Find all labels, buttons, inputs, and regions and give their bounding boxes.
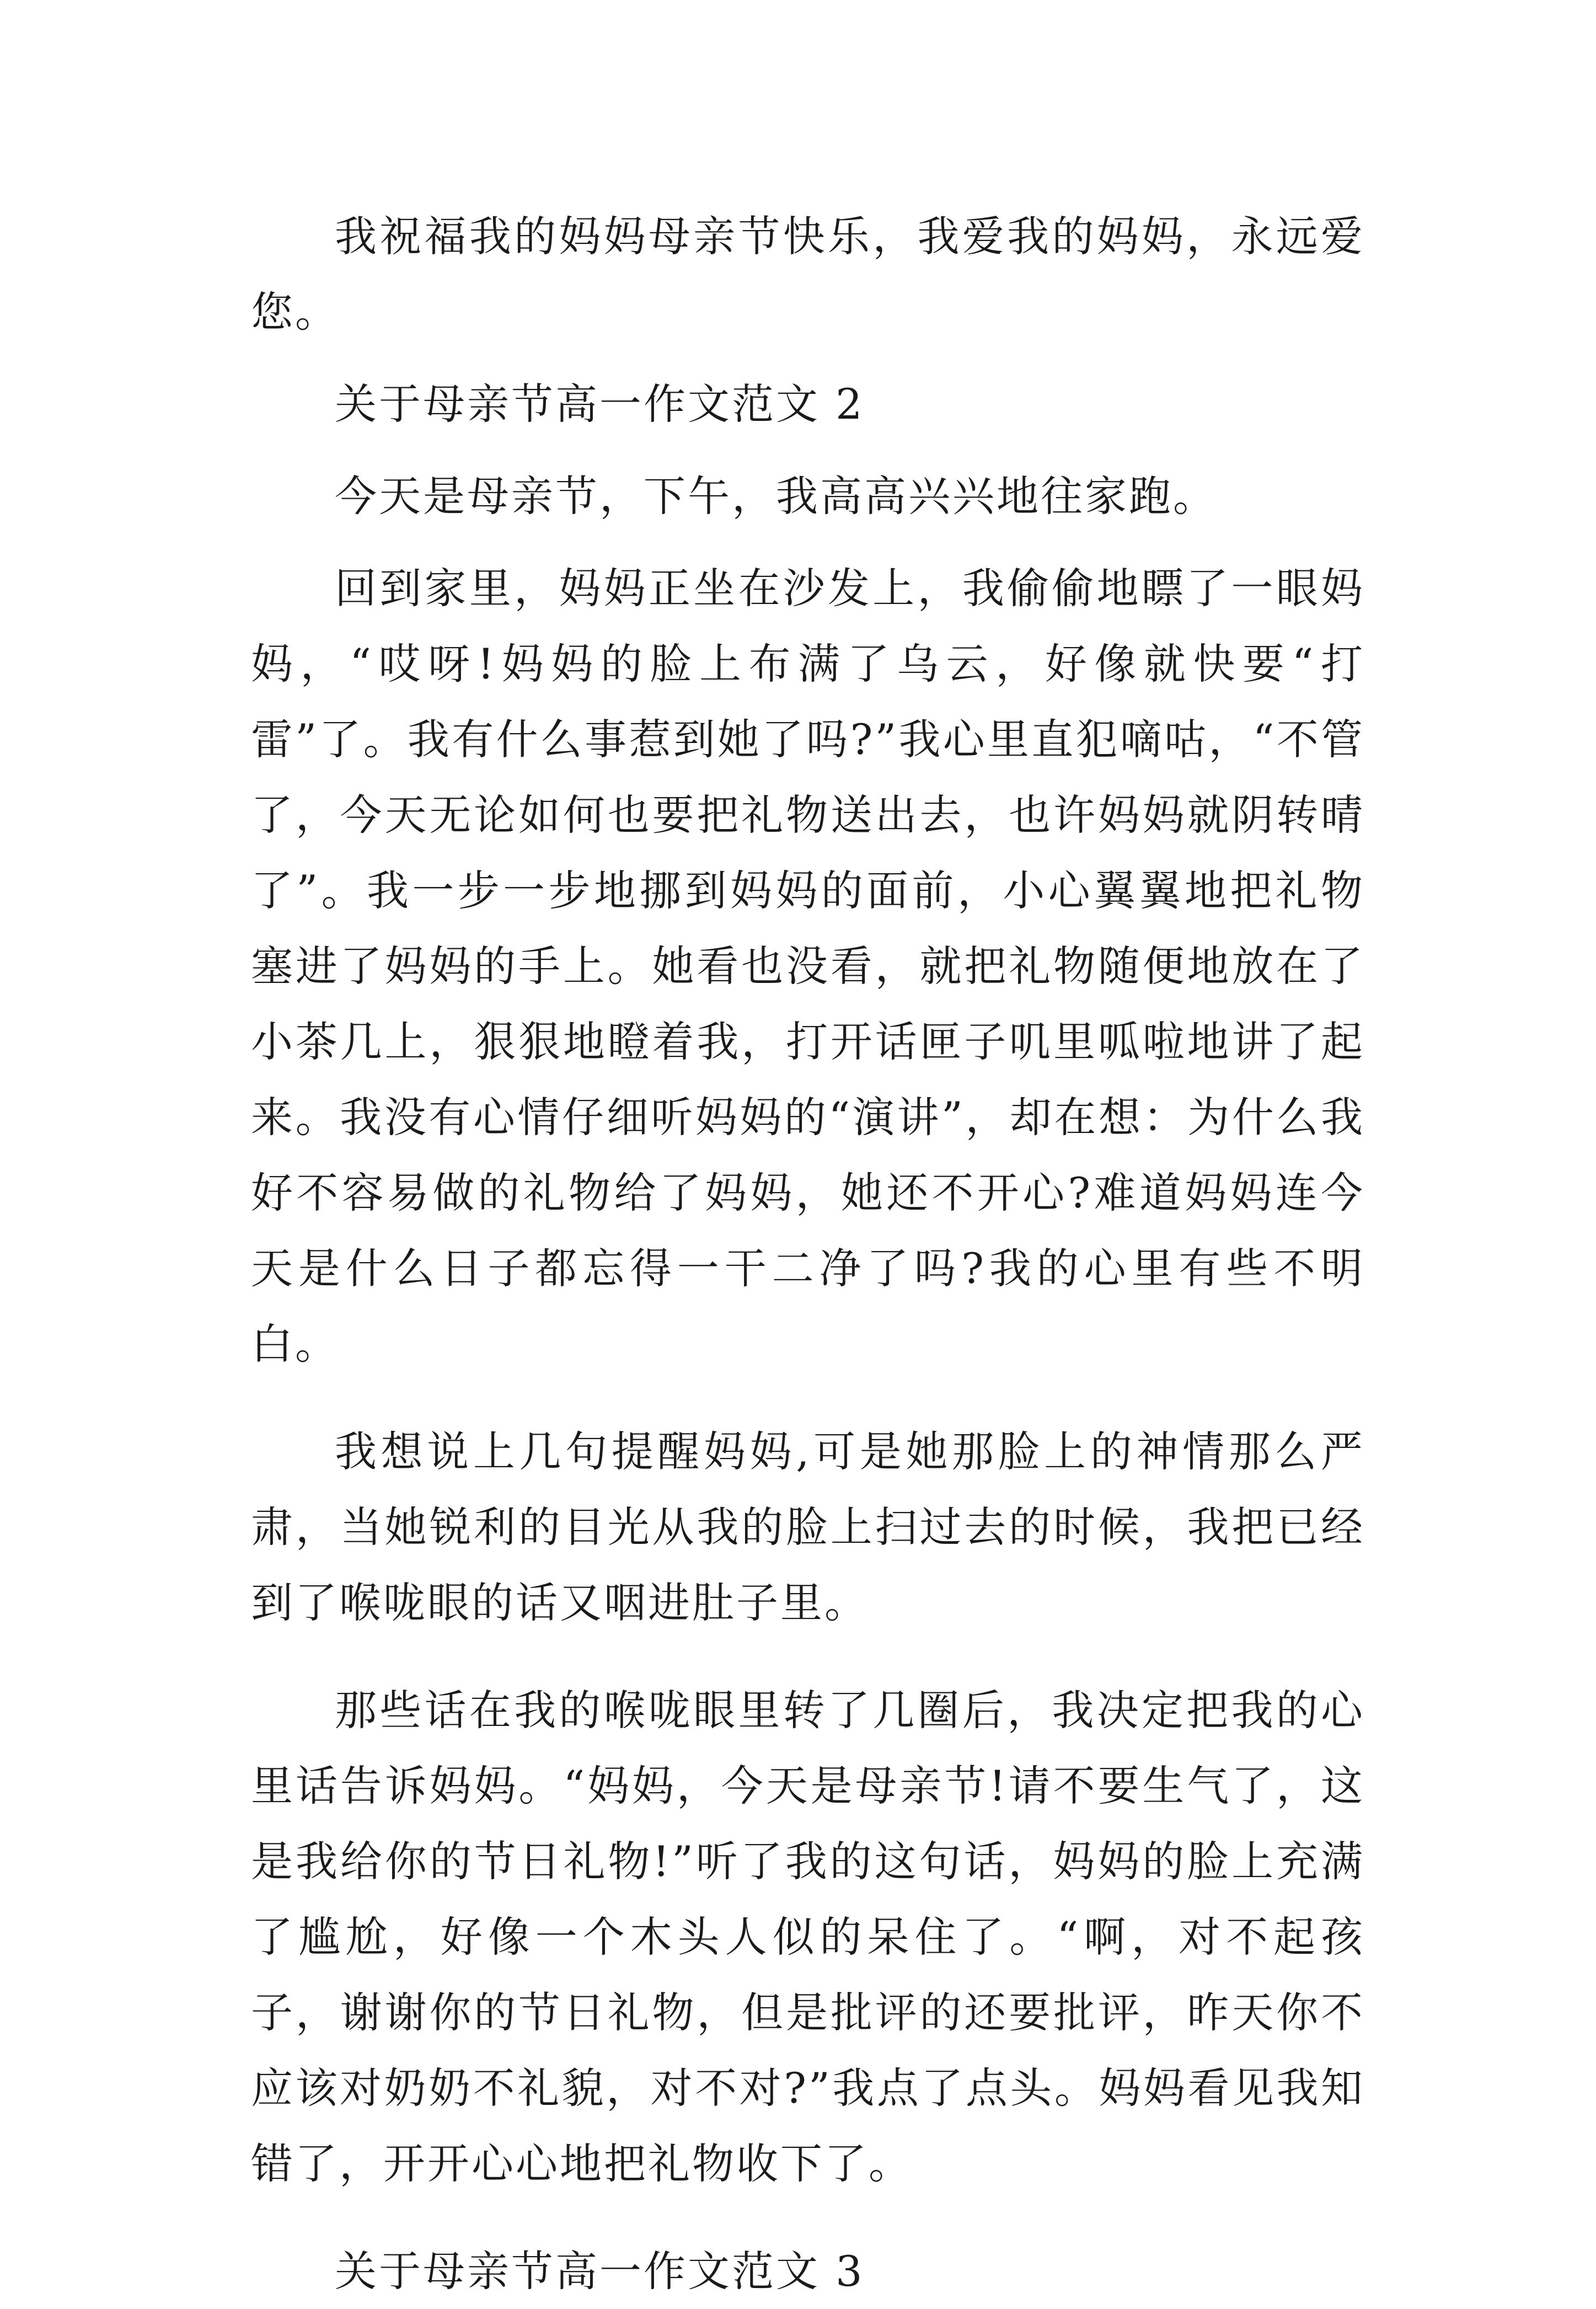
essay-heading-3: 关于母亲节高一作文范文 3 — [335, 2247, 865, 2296]
document-body — [251, 199, 1365, 2309]
essay-heading-2: 关于母亲节高一作文范文 2 — [335, 380, 865, 429]
paragraph-arriving-home: 回到家里，妈妈正坐在沙发上，我偷偷地瞟了一眼妈妈，“哎呀!妈妈的脸上布满了乌云，好像就快要“打雷”了。我有什么事惹到她了吗?”我心里直犯嘀咕，“不管了，今天无论如何也要把礼物送出去，也许妈妈就阴转晴了”。我一步一步地挪到妈妈的面前，小心翼翼地把礼物塞进了妈妈的手上。她看也没看，就把礼物随便地放在了小茶几上，狠狠地瞪着我，打开话匣子叽里呱啦地讲了起来。我没有心情仔细听妈妈的“演讲”，却在想：为什么我好不容易做的礼物给了妈妈，她还不开心?难道妈妈连今天是什么日子都忘得一干二净了吗?我的心里有些不明白。 — [251, 564, 1365, 1369]
closing-paragraph: 我祝福我的妈妈母亲节快乐，我爱我的妈妈，永远爱您。 — [251, 212, 1365, 336]
paragraph-intro: 今天是母亲节，下午，我高高兴兴地往家跑。 — [335, 472, 1217, 521]
paragraph-reconciliation: 那些话在我的喉咙眼里转了几圈后，我决定把我的心里话告诉妈妈。“妈妈，今天是母亲节!请不要生气了，这是我给你的节日礼物!”听了我的这句话，妈妈的脸上充满了尴尬，好像一个木头人似的呆住了。“啊，对不起孩子，谢谢你的节日礼物，但是批评的还要批评，昨天你不应该对奶奶不礼貌，对不对?”我点了点头。妈妈看见我知错了，开开心心地把礼物收下了。 — [251, 1686, 1365, 2188]
paragraph-hesitation: 我想说上几句提醒妈妈,可是她那脸上的神情那么严肃，当她锐利的目光从我的脸上扫过去的时候，我把已经到了喉咙眼的话又咽进肚子里。 — [251, 1427, 1365, 1627]
